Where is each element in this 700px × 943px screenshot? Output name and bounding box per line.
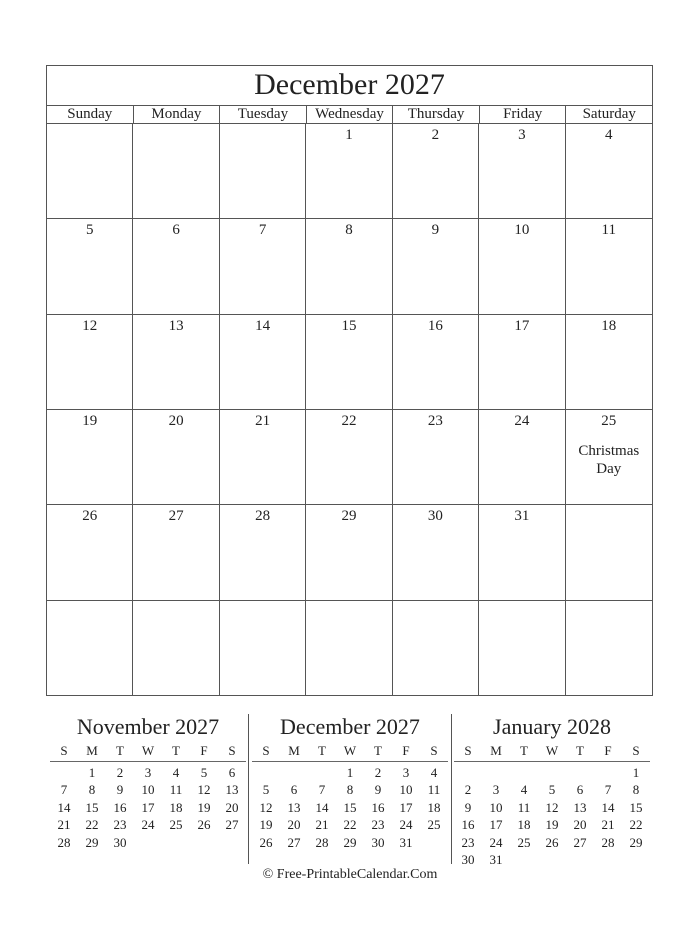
day-number: 14: [255, 317, 271, 334]
mini-day-number: [252, 764, 280, 782]
day-cell: [566, 601, 652, 696]
mini-day-number: [482, 764, 510, 782]
mini-weekday-label: S: [430, 743, 438, 758]
mini-weekday-label: T: [318, 743, 326, 758]
mini-day-number: 7: [604, 782, 612, 797]
mini-day-number: [454, 764, 482, 782]
day-number: 24: [514, 413, 530, 429]
mini-day-number: 8: [346, 782, 354, 797]
mini-week-row: [252, 764, 448, 782]
day-cell: [566, 505, 652, 600]
mini-week-row: [454, 834, 650, 852]
mini-day-number: 26: [545, 834, 559, 850]
mini-weekday-label: T: [116, 743, 124, 758]
day-number: 23: [427, 413, 443, 429]
mini-day-number: 24: [399, 817, 413, 832]
mini-weekday-label: T: [172, 743, 180, 758]
mini-day-number: 6: [290, 782, 298, 797]
day-number: 30: [427, 508, 443, 525]
mini-day-number: [510, 764, 538, 782]
mini-day-number: 27: [573, 834, 587, 850]
mini-week-row: [252, 781, 448, 799]
day-cell: [479, 124, 565, 219]
mini-day-number: 17: [141, 799, 155, 815]
holiday-label: Christmas Day: [578, 443, 640, 477]
mini-day-number: 31: [489, 852, 503, 867]
mini-day-number: 26: [197, 817, 211, 832]
day-cell: [220, 410, 306, 505]
mini-day-number: 17: [489, 817, 503, 832]
day-cell: [479, 219, 565, 314]
day-number: 22: [341, 413, 357, 429]
day-cell: [306, 505, 392, 600]
mini-weekday-label: F: [604, 743, 612, 758]
day-number: 7: [258, 222, 267, 239]
day-number: 1: [345, 127, 353, 143]
day-cell: [47, 410, 133, 505]
day-cell: [479, 410, 565, 505]
weekday-label: Saturday: [582, 106, 636, 122]
day-number: 21: [255, 413, 271, 429]
mini-week-row: [50, 816, 246, 834]
mini-weekday-label: S: [228, 743, 236, 758]
mini-day-number: 28: [57, 834, 71, 850]
mini-day-number: 24: [489, 834, 503, 850]
mini-calendar-title: December 2027: [280, 714, 420, 739]
mini-weekday-label: W: [545, 743, 559, 758]
mini-day-number: 26: [259, 834, 273, 850]
mini-day-number: 4: [520, 782, 528, 797]
mini-weekday-label: M: [86, 743, 98, 758]
mini-day-number: 14: [315, 799, 329, 815]
mini-calendar-january: [454, 712, 650, 869]
mini-weekday-label: T: [520, 743, 528, 758]
mini-day-number: [308, 764, 336, 782]
mini-day-number: 13: [225, 782, 239, 797]
mini-weekday-label: M: [288, 743, 300, 758]
mini-day-number: 5: [262, 782, 270, 797]
mini-day-number: 21: [315, 817, 329, 832]
day-number: 2: [431, 127, 440, 143]
mini-week-row: [454, 781, 650, 799]
mini-weekday-label: W: [343, 743, 357, 758]
day-number: 8: [345, 222, 353, 239]
mini-day-number: 17: [399, 799, 413, 815]
divider: [451, 714, 452, 864]
mini-weekday-label: S: [60, 743, 68, 758]
mini-day-number: 30: [371, 834, 385, 850]
mini-week-row: [50, 764, 246, 782]
day-number: 29: [341, 508, 357, 525]
day-cell: [393, 315, 479, 410]
mini-week-row: [454, 764, 650, 782]
mini-weekday-label: F: [402, 743, 410, 758]
day-number: 12: [82, 317, 98, 334]
day-cell: [393, 124, 479, 219]
mini-day-number: [162, 834, 190, 852]
mini-day-number: [190, 834, 218, 852]
day-cell: [479, 601, 565, 696]
mini-day-number: 10: [489, 799, 503, 815]
mini-day-number: 25: [427, 817, 441, 832]
mini-weekday-label: F: [200, 743, 208, 758]
mini-day-number: 9: [464, 799, 472, 815]
mini-week-row: [252, 816, 448, 834]
mini-day-number: 18: [169, 799, 183, 815]
day-cell: [479, 505, 565, 600]
mini-day-number: 10: [399, 782, 413, 797]
day-cell: [306, 410, 392, 505]
day-number: 16: [427, 317, 443, 334]
mini-day-number: [594, 764, 622, 782]
day-cell: [566, 124, 652, 219]
weekday-header: [47, 106, 652, 124]
day-cell: [47, 601, 133, 696]
mini-week-row: [252, 834, 448, 852]
day-number: 25: [601, 413, 617, 429]
mini-week-row: [454, 816, 650, 834]
mini-day-number: 2: [464, 782, 472, 797]
mini-day-number: 5: [200, 764, 208, 780]
day-number: 18: [601, 317, 617, 334]
day-cell: [566, 219, 652, 314]
weekday-label: Sunday: [47, 106, 134, 123]
mini-week-row: [50, 781, 246, 799]
day-number: 17: [514, 317, 530, 334]
day-cell: [220, 505, 306, 600]
day-cell: [133, 315, 219, 410]
mini-day-number: 27: [287, 834, 301, 850]
mini-day-number: [420, 834, 448, 852]
mini-day-number: 19: [259, 817, 273, 832]
mini-day-number: 11: [169, 782, 183, 797]
day-number: 9: [431, 222, 440, 239]
mini-weekday-label: S: [262, 743, 270, 758]
weekday-label: Monday: [134, 106, 221, 123]
mini-day-number: 25: [169, 817, 183, 832]
mini-day-number: [538, 764, 566, 782]
mini-day-number: 16: [371, 799, 385, 815]
day-cell: [220, 601, 306, 696]
mini-day-number: 1: [88, 764, 96, 780]
mini-day-number: 7: [60, 782, 68, 797]
mini-day-number: 20: [573, 817, 587, 832]
day-cell: [220, 124, 306, 219]
mini-day-number: 2: [116, 764, 124, 780]
mini-day-number: 27: [225, 817, 239, 832]
mini-day-number: 30: [461, 852, 475, 867]
mini-day-number: 16: [113, 799, 127, 815]
mini-day-number: 15: [629, 799, 643, 815]
day-cell: [479, 315, 565, 410]
mini-day-number: 31: [399, 834, 413, 850]
mini-day-number: 25: [517, 834, 531, 850]
mini-day-number: 28: [601, 834, 615, 850]
day-number: 28: [255, 508, 271, 525]
mini-day-number: 29: [629, 834, 643, 850]
day-number: 15: [341, 317, 357, 334]
footer-credit: © Free-PrintableCalendar.Com: [262, 867, 438, 882]
mini-day-number: 1: [632, 764, 640, 780]
mini-day-number: 21: [601, 817, 615, 832]
mini-day-number: 14: [601, 799, 615, 815]
day-number: 6: [172, 222, 180, 239]
mini-day-number: 16: [461, 817, 475, 832]
divider: [248, 714, 249, 864]
day-cell: [306, 315, 392, 410]
mini-calendar-december: [252, 712, 448, 851]
mini-day-number: 23: [371, 817, 385, 832]
mini-day-number: 19: [545, 817, 559, 832]
mini-day-number: 15: [85, 799, 99, 815]
mini-day-number: [566, 764, 594, 782]
mini-day-number: [218, 834, 246, 852]
mini-day-number: 22: [343, 817, 357, 832]
mini-day-number: 14: [57, 799, 71, 815]
weekday-label: Thursday: [393, 106, 480, 123]
mini-calendar-title: January 2028: [493, 714, 611, 739]
mini-day-number: 12: [545, 799, 559, 815]
day-number: 4: [605, 127, 613, 143]
mini-day-number: 3: [144, 764, 152, 780]
day-cell: [47, 124, 133, 219]
mini-calendar-title: November 2027: [76, 714, 220, 739]
mini-day-number: 8: [88, 782, 96, 797]
mini-day-number: 13: [287, 799, 301, 815]
mini-day-number: 28: [315, 834, 329, 850]
day-cell: [306, 219, 392, 314]
mini-weekday-label: S: [464, 743, 472, 758]
mini-day-number: 8: [632, 782, 640, 797]
day-cell: [393, 601, 479, 696]
mini-day-number: 18: [427, 799, 441, 815]
day-number: 31: [514, 508, 530, 525]
day-cell: [306, 124, 392, 219]
mini-day-number: 20: [287, 817, 301, 832]
mini-weekday-label: W: [141, 743, 155, 758]
mini-day-number: 19: [197, 799, 211, 815]
mini-day-number: 11: [427, 782, 441, 797]
mini-day-number: 30: [113, 834, 127, 850]
mini-day-number: 23: [461, 834, 475, 850]
mini-day-number: 24: [141, 817, 155, 832]
mini-weekday-label: T: [576, 743, 584, 758]
mini-day-number: 22: [85, 817, 99, 832]
day-cell: [393, 505, 479, 600]
day-number: 20: [168, 413, 184, 429]
mini-week-row: [454, 799, 650, 817]
weekday-label: Wednesday: [307, 106, 394, 123]
mini-day-number: 7: [318, 782, 326, 797]
mini-weekday-label: S: [632, 743, 640, 758]
day-number: 11: [601, 222, 616, 239]
day-cell: [393, 219, 479, 314]
mini-weekday-label: T: [374, 743, 382, 758]
mini-day-number: 29: [343, 834, 357, 850]
day-cell: [306, 601, 392, 696]
day-number: 5: [85, 222, 94, 239]
day-number: 13: [168, 317, 184, 334]
main-calendar: [46, 65, 653, 696]
mini-day-number: 12: [259, 799, 273, 815]
mini-day-number: [280, 764, 308, 782]
day-cell: [133, 124, 219, 219]
day-cell: [133, 219, 219, 314]
day-cell: [220, 315, 306, 410]
day-cell: [47, 505, 133, 600]
day-cell: [220, 219, 306, 314]
day-cell: [566, 315, 652, 410]
weekday-label: Tuesday: [220, 106, 307, 123]
mini-week-row: [50, 799, 246, 817]
mini-week-row: [252, 799, 448, 817]
mini-day-number: 18: [517, 817, 531, 832]
mini-day-number: 13: [573, 799, 587, 815]
mini-day-number: 2: [374, 764, 382, 780]
day-number: 19: [82, 413, 98, 429]
day-cell: [133, 601, 219, 696]
mini-day-number: 11: [517, 799, 531, 815]
day-number: 3: [518, 127, 526, 143]
mini-weekday-header: [454, 742, 650, 762]
mini-week-row: [50, 834, 246, 852]
day-number: 10: [514, 222, 530, 239]
mini-day-number: 4: [430, 764, 438, 780]
mini-day-number: [50, 764, 78, 782]
mini-day-number: 12: [197, 782, 211, 797]
mini-day-number: 9: [374, 782, 382, 797]
mini-day-number: [134, 834, 162, 852]
mini-weekday-label: M: [490, 743, 502, 758]
mini-day-number: 29: [85, 834, 99, 850]
mini-day-number: 10: [141, 782, 155, 797]
day-cell: [566, 410, 652, 505]
mini-day-number: 6: [228, 764, 236, 780]
weekday-label: Friday: [480, 106, 567, 123]
mini-calendar-november: [50, 712, 246, 851]
mini-day-number: 22: [629, 817, 643, 832]
mini-day-number: 3: [402, 764, 410, 780]
calendar-title: December 2027: [47, 66, 652, 106]
mini-day-number: 5: [548, 782, 556, 797]
day-number: 26: [82, 508, 98, 525]
day-cell: [393, 410, 479, 505]
day-cell: [133, 505, 219, 600]
mini-day-number: 3: [492, 782, 500, 797]
mini-day-number: 1: [346, 764, 354, 780]
day-cell: [47, 219, 133, 314]
mini-day-number: 20: [225, 799, 239, 815]
day-cell: [133, 410, 219, 505]
mini-day-number: 6: [576, 782, 584, 797]
day-number: 27: [168, 508, 184, 525]
mini-day-number: 15: [343, 799, 357, 815]
mini-weekday-header: [252, 742, 448, 762]
mini-day-number: 23: [113, 817, 127, 832]
mini-day-number: 9: [116, 782, 124, 797]
day-grid: [47, 124, 652, 696]
mini-day-number: 21: [57, 817, 71, 832]
mini-weekday-header: [50, 742, 246, 762]
day-cell: [47, 315, 133, 410]
mini-day-number: 4: [172, 764, 180, 780]
